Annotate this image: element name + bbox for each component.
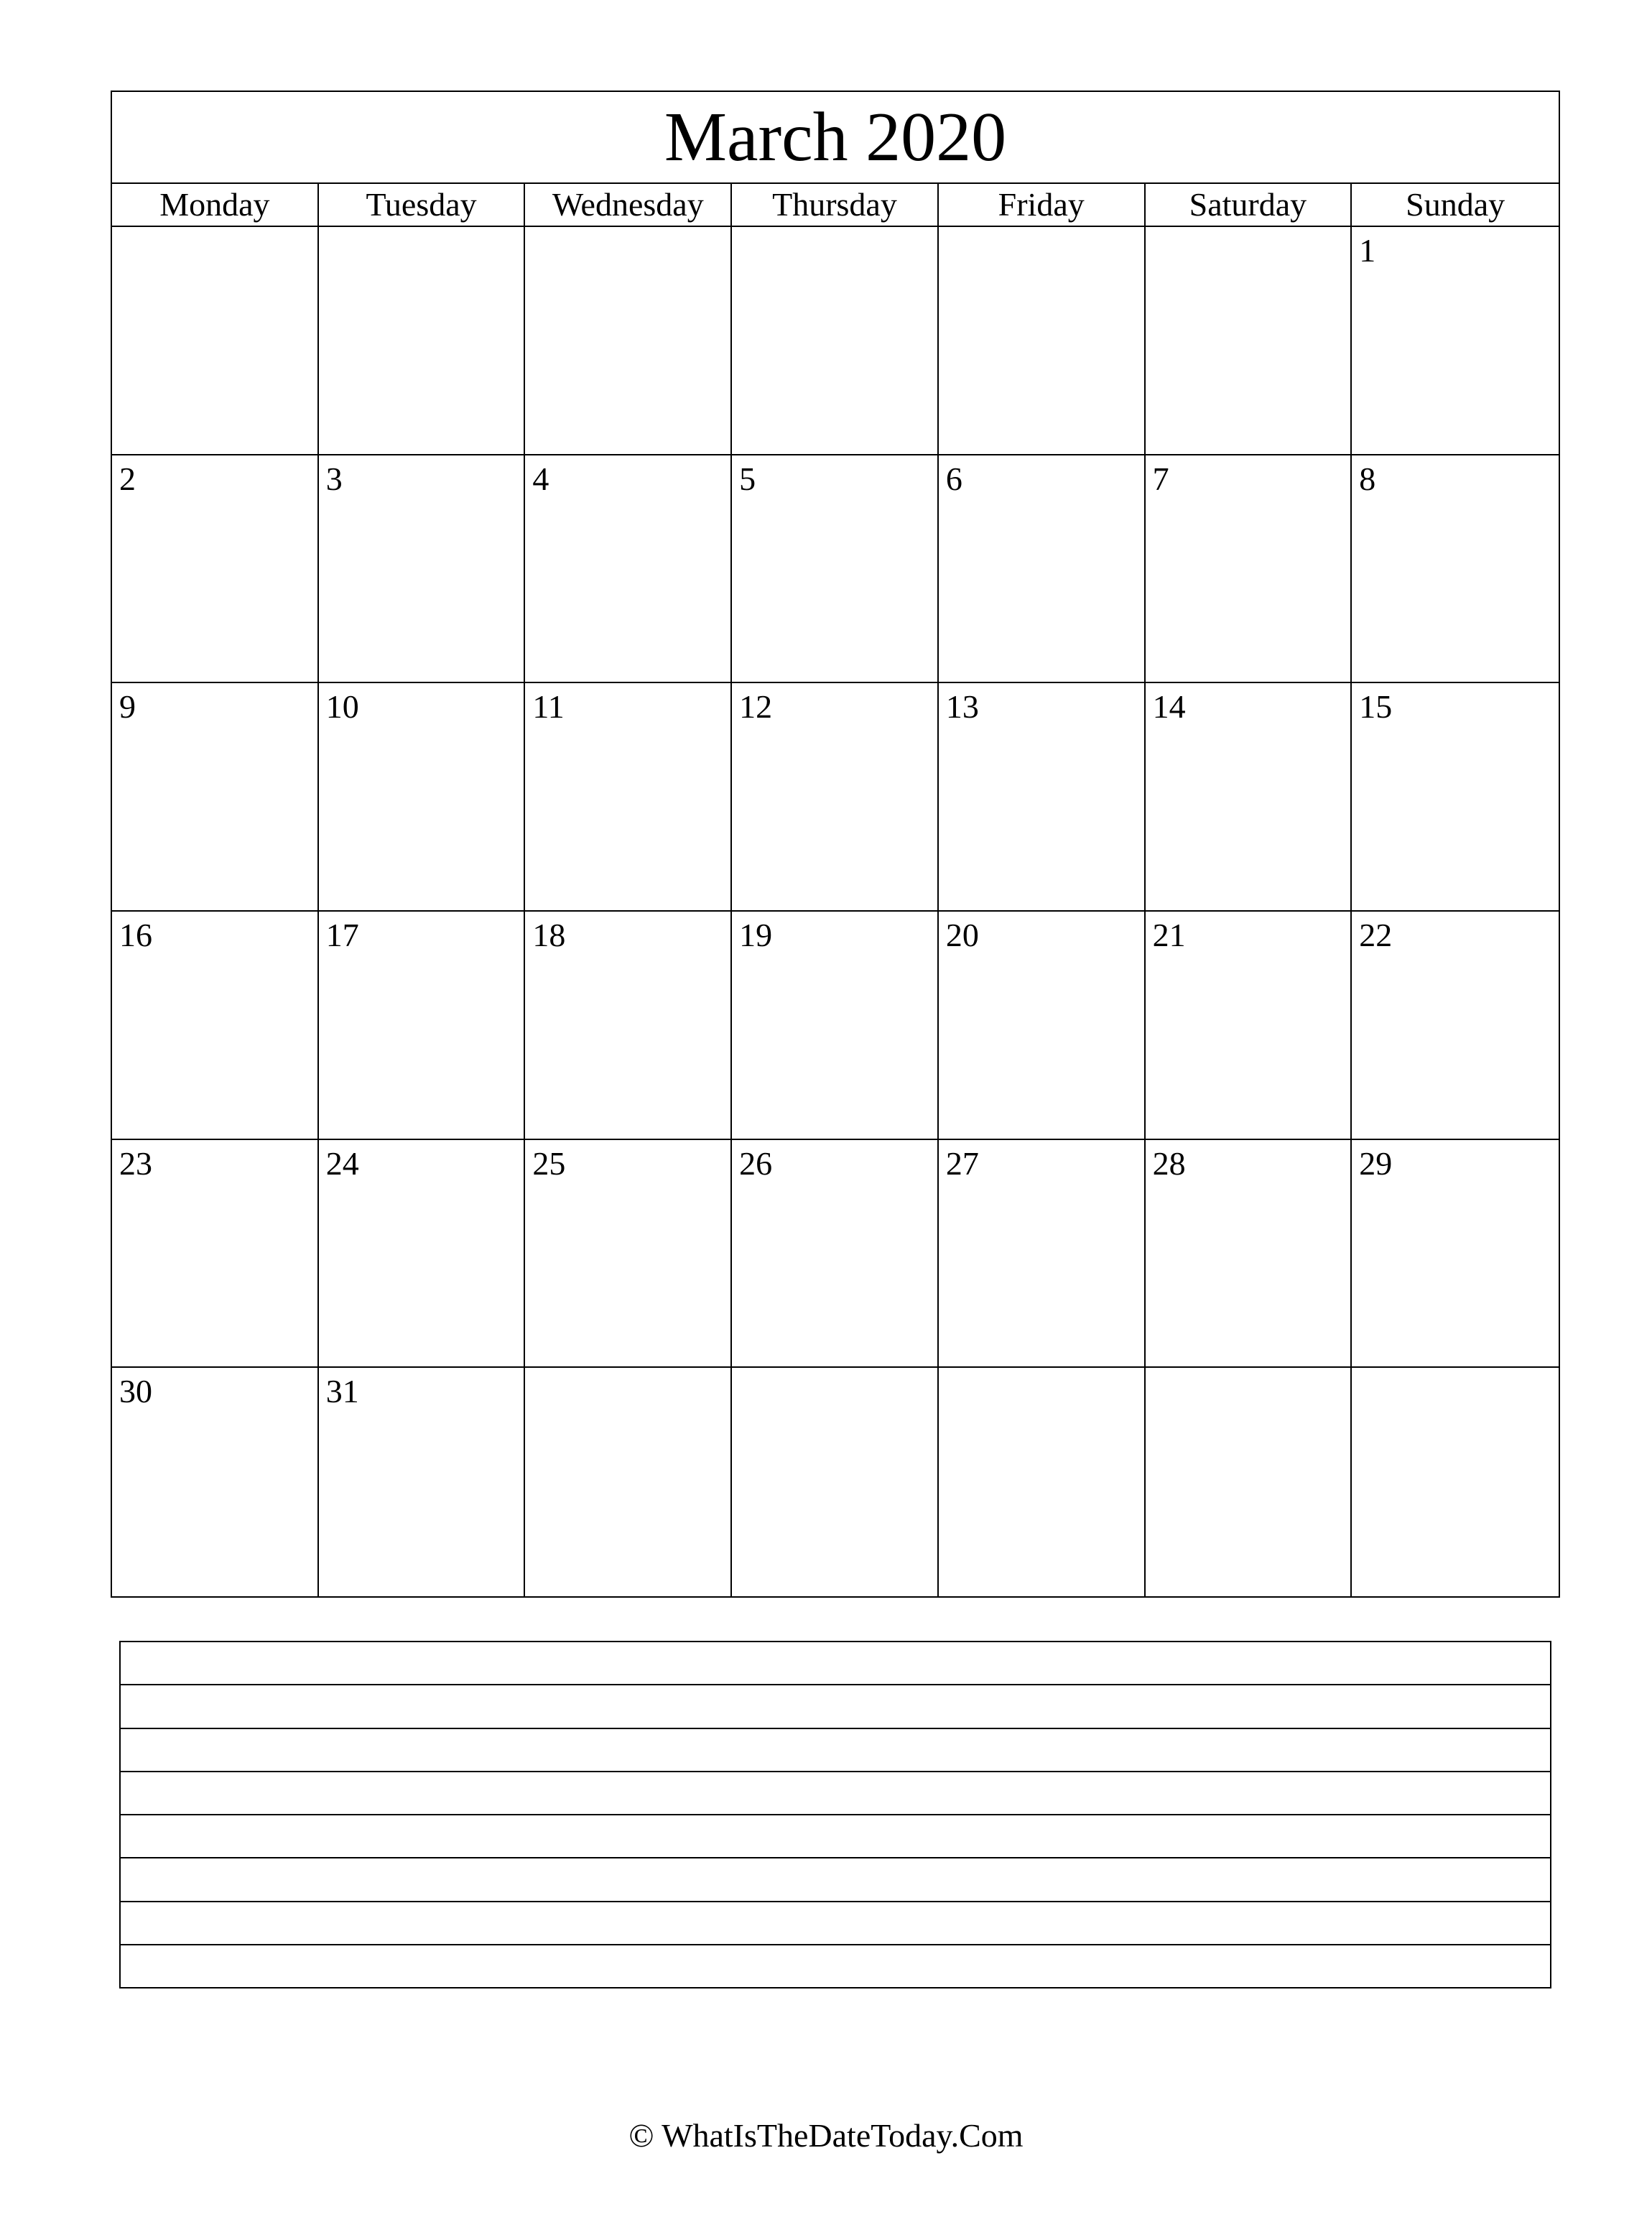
day-cell: 16	[112, 912, 319, 1140]
note-line	[121, 1729, 1550, 1772]
weekday-saturday: Saturday	[1146, 184, 1352, 226]
note-line	[121, 1858, 1550, 1902]
weekday-wednesday: Wednesday	[525, 184, 732, 226]
day-cell: 23	[112, 1140, 319, 1369]
day-cell: 30	[112, 1368, 319, 1596]
day-cell: 29	[1352, 1140, 1559, 1369]
day-cell: 12	[732, 683, 939, 912]
day-cell: 9	[112, 683, 319, 912]
day-cell: 22	[1352, 912, 1559, 1140]
weekday-tuesday: Tuesday	[319, 184, 526, 226]
day-cell	[1146, 1368, 1352, 1596]
day-cell: 2	[112, 455, 319, 684]
day-cell: 26	[732, 1140, 939, 1369]
note-line	[121, 1945, 1550, 1987]
day-cell: 25	[525, 1140, 732, 1369]
calendar	[111, 91, 1560, 1598]
weekday-header-row	[112, 184, 1559, 227]
day-cell	[319, 227, 526, 455]
day-cell	[939, 227, 1146, 455]
day-cell: 11	[525, 683, 732, 912]
notes-box	[119, 1641, 1551, 1988]
day-cell	[112, 227, 319, 455]
days-grid	[112, 227, 1559, 1596]
day-cell: 5	[732, 455, 939, 684]
day-cell	[939, 1368, 1146, 1596]
day-cell	[1146, 227, 1352, 455]
weekday-monday: Monday	[112, 184, 319, 226]
day-cell: 14	[1146, 683, 1352, 912]
calendar-title: March 2020	[112, 92, 1559, 184]
day-cell: 7	[1146, 455, 1352, 684]
day-cell: 4	[525, 455, 732, 684]
day-cell: 15	[1352, 683, 1559, 912]
day-cell	[732, 1368, 939, 1596]
day-cell: 18	[525, 912, 732, 1140]
note-line	[121, 1642, 1550, 1685]
day-cell: 31	[319, 1368, 526, 1596]
footer-copyright: © WhatIsTheDateToday.Com	[628, 2117, 1024, 2154]
weekday-thursday: Thursday	[732, 184, 939, 226]
day-cell: 19	[732, 912, 939, 1140]
day-cell	[525, 1368, 732, 1596]
day-cell: 6	[939, 455, 1146, 684]
day-cell: 17	[319, 912, 526, 1140]
note-line	[121, 1902, 1550, 1945]
day-cell: 21	[1146, 912, 1352, 1140]
weekday-friday: Friday	[939, 184, 1146, 226]
day-cell	[732, 227, 939, 455]
note-line	[121, 1772, 1550, 1815]
day-cell: 24	[319, 1140, 526, 1369]
day-cell: 28	[1146, 1140, 1352, 1369]
day-cell: 1	[1352, 227, 1559, 455]
day-cell: 27	[939, 1140, 1146, 1369]
day-cell: 8	[1352, 455, 1559, 684]
day-cell: 3	[319, 455, 526, 684]
day-cell	[525, 227, 732, 455]
note-line	[121, 1685, 1550, 1728]
day-cell: 13	[939, 683, 1146, 912]
weekday-sunday: Sunday	[1406, 186, 1505, 223]
note-line	[121, 1815, 1550, 1858]
day-cell: 20	[939, 912, 1146, 1140]
day-cell	[1352, 1368, 1559, 1596]
day-cell: 10	[319, 683, 526, 912]
